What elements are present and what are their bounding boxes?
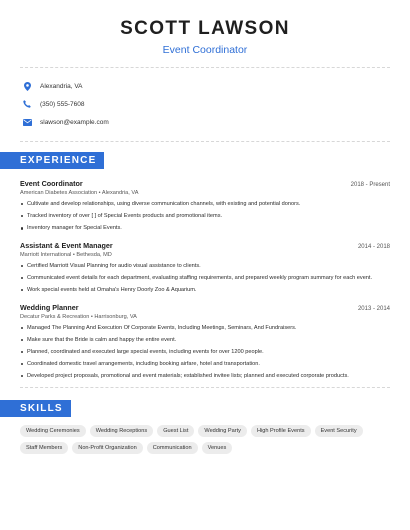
divider bbox=[20, 141, 390, 142]
skill-chip: Wedding Party bbox=[198, 425, 247, 437]
skill-chip: Guest List bbox=[157, 425, 194, 437]
job-organization: Marriott International • Bethesda, MD bbox=[20, 251, 112, 258]
job-title: Event Coordinator bbox=[20, 179, 83, 188]
job-organization: Decatur Parks & Recreation • Harrisonburg, VA bbox=[20, 313, 137, 320]
skill-chip: Venues bbox=[202, 442, 233, 454]
skills-heading: SKILLS bbox=[0, 400, 71, 417]
job-bullet: Coordinated domestic travel arrangements, including booking airfare, hotel and transportation. bbox=[20, 360, 390, 369]
job-title: Wedding Planner bbox=[20, 302, 79, 312]
job-bullets bbox=[20, 262, 390, 295]
job-bullet: Cultivate and develop relationships, using diverse communication channels, with existing and potential donors. bbox=[20, 200, 390, 209]
skill-chip: Wedding Receptions bbox=[90, 425, 154, 437]
resume-header bbox=[0, 0, 410, 57]
location-pin-icon bbox=[22, 81, 32, 91]
contact-email-text: slawson@example.com bbox=[40, 118, 109, 126]
job-bullet: Tracked inventory of over [ ] of Special Events products and promotional items. bbox=[20, 212, 390, 221]
job-bullet: Work special events held at Omaha's Henry Doorly Zoo & Aquarium. bbox=[20, 286, 390, 295]
skill-chip: Wedding Ceremonies bbox=[20, 425, 86, 437]
candidate-name: SCOTT LAWSON bbox=[120, 18, 290, 39]
skill-chip: Communication bbox=[147, 442, 198, 454]
phone-icon bbox=[22, 99, 32, 109]
contact-phone-text: (350) 555-7608 bbox=[40, 100, 85, 108]
skill-chip: Staff Members bbox=[20, 442, 68, 454]
job-dates: 2013 - 2014 bbox=[357, 305, 390, 312]
job-dates: 2014 - 2018 bbox=[357, 243, 390, 250]
job-title: Assistant & Event Manager bbox=[20, 240, 113, 250]
experience-heading: EXPERIENCE bbox=[0, 152, 104, 169]
job-dates: 2018 - Present bbox=[350, 182, 390, 188]
job-organization: American Diabetes Association • Alexandria, VA bbox=[20, 190, 139, 196]
job-bullet: Developed project proposals, promotional and event materials; established invitee lists; planned and executed corporate products. bbox=[20, 372, 390, 381]
job-bullet: Managed The Planning And Execution Of Corporate Events, Including Meetings, Seminars, And Fundraisers. bbox=[20, 324, 390, 333]
job-bullet: Inventory manager for Special Events. bbox=[20, 224, 390, 233]
divider bbox=[20, 387, 390, 388]
contact-email bbox=[22, 113, 390, 131]
job-bullet: Communicated event details for each department, evaluating staffing requirements, and prepared weekly program summary for each event. bbox=[20, 274, 390, 283]
job-bullets bbox=[20, 200, 390, 233]
contact-phone bbox=[22, 95, 390, 113]
job-bullets bbox=[20, 324, 390, 381]
skill-chip: Event Security bbox=[315, 425, 363, 437]
candidate-title: Event Coordinator bbox=[162, 44, 248, 56]
contact-location bbox=[22, 77, 390, 95]
job-entry bbox=[20, 241, 390, 295]
job-entry bbox=[20, 179, 390, 233]
experience-section-header bbox=[0, 152, 410, 169]
email-icon bbox=[22, 117, 32, 127]
job-bullet: Planned, coordinated and executed large special events, including events for over 1200 people. bbox=[20, 348, 390, 357]
experience-section bbox=[0, 179, 410, 381]
job-entry bbox=[20, 303, 390, 381]
contact-list bbox=[0, 68, 410, 141]
job-bullet: Certified Marriott Visual Planning for audio visual assistance to clients. bbox=[20, 262, 390, 271]
contact-location-text: Alexandria, VA bbox=[40, 82, 83, 90]
skill-chip: High Profile Events bbox=[251, 425, 311, 437]
skills-list bbox=[0, 417, 410, 459]
skills-section-header bbox=[0, 400, 410, 417]
job-bullet: Make sure that the Bride is calm and happy the entire event. bbox=[20, 336, 390, 345]
skill-chip: Non-Profit Organization bbox=[72, 442, 142, 454]
